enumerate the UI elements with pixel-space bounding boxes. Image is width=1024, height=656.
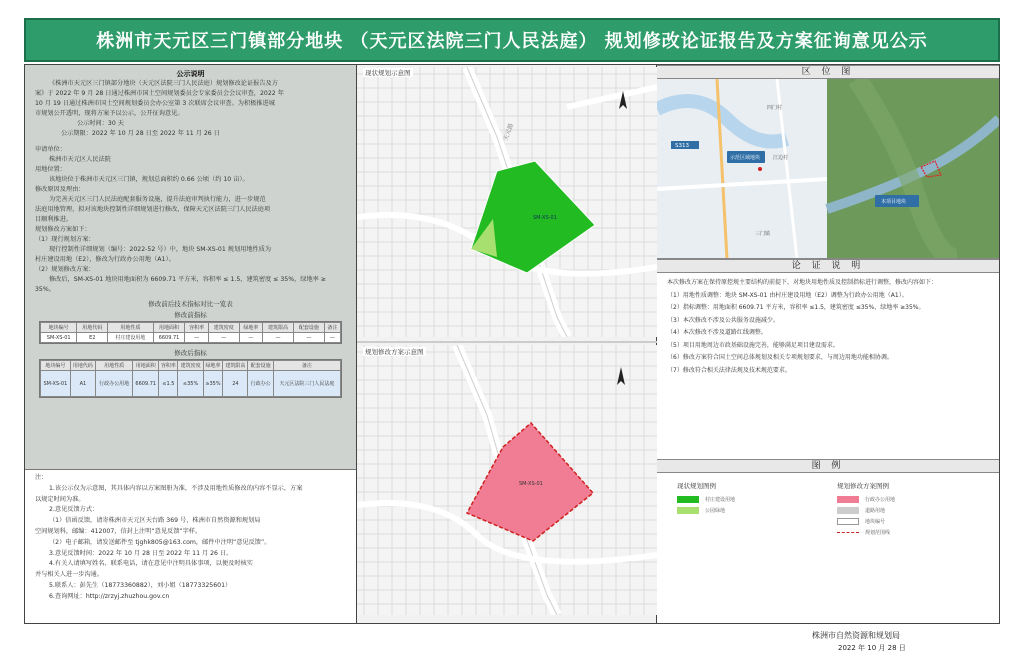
notice-period: 公示时间：30 天	[77, 120, 124, 127]
body-line-13: 修改后，SM-XS-01 地块用地面积为 6609.71 平方米，容积率 ≤ 1.5，建筑密度 ≤ 35%，绿地率 ≥	[49, 276, 326, 283]
table-cell: —	[324, 333, 340, 343]
location-maps	[657, 79, 999, 259]
legend-text: 村庄建设用地	[705, 497, 736, 503]
table-cell: —	[208, 333, 239, 343]
compare-heading: 修改前后技术指标对比一览表	[148, 300, 233, 308]
road-label: 天元路	[502, 122, 516, 142]
table-cell: 6609.71	[153, 333, 185, 343]
plan-maps-panel	[357, 65, 657, 623]
desc-line-6: （6）修改方案符合国土空间总体规划及相关专项规划要求，与周边用地功能相协调。	[667, 354, 893, 361]
table-cell: —	[263, 333, 294, 343]
table-cell: ≤35%	[178, 371, 203, 397]
footer-org: 株洲市自然资源和规划局	[812, 631, 900, 640]
legend-item	[837, 496, 987, 503]
desc-line-1: （1）用地性质调整：地块 SM-XS-01 由村庄建设用地（E2）调整为行政办公用地（A1）。	[667, 291, 908, 299]
th-height: 建筑限高	[263, 323, 294, 333]
note-line-5: （2）电子邮箱，请发送邮件至 tjghk805@163.com，邮件中注明“意见反馈”。	[49, 538, 271, 546]
legend-title: 图 例	[657, 459, 999, 473]
legend-text: 道路用地	[865, 508, 886, 514]
table-cell: SM-XS-01	[41, 371, 71, 397]
page-title: 株洲市天元区三门镇部分地块 （天元区法院三门人民法庭） 规划修改论证报告及方案征询意见公示	[96, 31, 928, 52]
left-notice-panel	[25, 65, 357, 623]
th-code: 地块编号	[41, 361, 71, 371]
after-table	[39, 359, 342, 398]
desc-line-3: （3）本次修改不涉及公共服务设施减少。	[667, 316, 779, 324]
notice-paragraph-1: 《株洲市天元区三门镇部分地块（天元区法院三门人民法庭）规划修改论证报告及方	[49, 80, 278, 87]
table-cell: 村庄建设用地	[108, 333, 153, 343]
body-line-6: 法庭用地管理，拟对该地块控制性详细规划进行修改，保障天元区法院三门人民法庭项	[35, 206, 271, 213]
legend-item	[677, 507, 827, 514]
before-heading: 修改前指标	[174, 311, 207, 319]
th-landcode: 用地代码	[77, 323, 108, 333]
note-line-2: 2.意见反馈方式：	[49, 506, 99, 514]
right-panel	[657, 65, 999, 623]
modified-plan-label: 规划修改方案示意图	[365, 348, 424, 356]
legend-swatch	[677, 507, 699, 514]
note-line-9: 5.联系人：彭先生（18773360882），刘小姐（18773325601）	[49, 581, 232, 589]
location-map	[657, 79, 999, 259]
note-line-1: 以规定时间为准。	[35, 495, 85, 503]
legend-swatch	[837, 496, 859, 503]
note-line-4: 空间规划科，邮编：412007，信封上注明“意见反馈”字样。	[35, 527, 202, 535]
notice-paragraph-2: 案》于 2022 年 9 月 28 日通过株洲市国土空间规划委员会专家委员会会议审查，2022 年	[35, 90, 284, 97]
th-facility: 配套设施	[248, 361, 273, 371]
table-cell: ≥35%	[203, 371, 223, 397]
map-divider	[357, 341, 657, 343]
th-far: 容积率	[159, 361, 178, 371]
body-line-14: 35%。	[35, 286, 55, 293]
th-far: 容积率	[185, 323, 208, 333]
legend-before-title: 现状规划图例	[677, 482, 716, 490]
table-cell: 行政办公	[248, 371, 273, 397]
table-cell: 行政办公用地	[96, 371, 133, 397]
legend-text: 规划范围线	[865, 530, 891, 536]
table-cell: 24	[223, 371, 248, 397]
table-cell: —	[185, 333, 208, 343]
town-label-0: 四门村	[767, 105, 783, 111]
after-table-head	[41, 361, 341, 371]
before-table-head	[41, 323, 341, 333]
desc-line-7: （7）修改符合相关法律法规及技术规范要求。	[667, 366, 791, 374]
note-line-3: （1）信函反馈，请寄株洲市天元区天台路 369 号，株洲市自然资源和规划局	[49, 517, 261, 525]
body-line-8: 规划修改方案如下：	[35, 226, 91, 233]
legend-item	[677, 496, 827, 503]
desc-line-2: （2）指标调整：用地面积 6609.71 平方米，容积率 ≤1.5，建筑密度 ≤35%，绿地率 ≥35%。	[667, 304, 925, 311]
town-label-2: 三门镇	[755, 231, 771, 237]
parcel-code-modified: SM-XS-01	[519, 481, 543, 487]
legend-after-title: 规划修改方案图例	[837, 482, 889, 490]
body-line-7: 目顺利推进。	[35, 216, 73, 223]
table-cell: —	[239, 333, 262, 343]
body-line-2: 用地位置：	[35, 166, 66, 173]
note-line-0: 1.该公示仅为示意图，其具体内容以方案图册为准，不涉及用地性质修改的内容不显示，方案	[49, 484, 303, 492]
legend-item	[837, 529, 987, 536]
table-row	[41, 333, 341, 343]
legend-item	[837, 518, 987, 525]
legend-text: 行政办公用地	[865, 497, 896, 503]
legend-text: 公园绿地	[705, 508, 726, 514]
legend-text: 地块编号	[865, 519, 886, 525]
body-line-0: 申请单位：	[35, 146, 66, 153]
road-code: S313	[675, 143, 689, 149]
desc-section	[657, 273, 999, 381]
current-plan-label: 现状规划示意图	[365, 69, 411, 77]
legend-swatch	[677, 496, 699, 503]
notice-dates: 公示期限：2022 年 10 月 28 日至 2022 年 11 月 26 日	[61, 130, 220, 137]
body-line-1: 株洲市天元区人民法院	[49, 156, 111, 163]
legend-item	[837, 507, 987, 514]
legend-after	[837, 481, 987, 540]
note-line-6: 3.意见反馈时间：2022 年 10 月 28 日至 2022 年 11 月 26 日。	[49, 549, 233, 557]
desc-title: 论 证 说 明	[657, 259, 999, 273]
th-code: 地块编号	[41, 323, 77, 333]
notice-paragraph-3: 10 月 19 日通过株洲市国土空间规划委员会办公室第 3 次联席会议审查。为积极推进城	[35, 100, 275, 107]
modified-plan-map	[357, 345, 657, 615]
th-remark: 备注	[324, 323, 340, 333]
body-line-5: 为完善天元区三门人民法庭配套服务设施，提升法庭审判执行能力，进一步规范	[49, 196, 266, 203]
footer-date: 2022 年 10 月 28 日	[838, 644, 906, 652]
desc-line-4: （4）本次修改不涉及道路红线调整。	[667, 329, 767, 336]
before-table	[39, 321, 342, 344]
table-row	[41, 371, 341, 397]
note-line-7: 4.有关人请填写姓名、联系电话，请在意见中注明具体事项，以便及时核实	[49, 560, 253, 568]
demo-marker-icon	[758, 167, 762, 171]
town-label-1: 江边村	[773, 155, 789, 161]
body-line-11: 村庄建设用地（E2），修改为行政办公用地（A1）。	[35, 256, 175, 263]
location-title: 区 位 图	[657, 65, 999, 79]
notes-title: 注：	[35, 474, 48, 481]
legend-section	[657, 473, 999, 639]
body-line-9: （1）现行规划方案：	[35, 236, 95, 243]
table-cell: E2	[77, 333, 108, 343]
th-facility: 配套设施	[293, 323, 324, 333]
body-line-4: 修改原因及理由：	[35, 186, 85, 193]
notice-paragraph-4: 市规划公开透明，现将方案予以公示，公开征询意见。	[35, 110, 184, 117]
th-nature: 用地性质	[96, 361, 133, 371]
parcel-code-current: SM-XS-01	[533, 215, 557, 221]
th-green: 绿地率	[239, 323, 262, 333]
table-cell: A1	[70, 371, 95, 397]
note-line-8: 并与相关人进一步沟通。	[35, 571, 104, 579]
table-cell: 6609.71	[133, 371, 159, 397]
th-density: 建筑密度	[178, 361, 203, 371]
notice-heading: 公示说明	[176, 70, 205, 78]
th-area: 用地面积	[133, 361, 159, 371]
th-landcode: 用地代码	[70, 361, 95, 371]
table-cell: ≤1.5	[159, 371, 178, 397]
current-plan-map	[357, 67, 657, 337]
th-density: 建筑密度	[208, 323, 239, 333]
demo-label: 示范区域地块	[730, 155, 761, 161]
notice-board	[24, 64, 1000, 624]
after-heading: 修改后指标	[174, 349, 207, 357]
table-cell: —	[293, 333, 324, 343]
th-nature: 用地性质	[108, 323, 153, 333]
legend-before	[677, 481, 827, 518]
th-green: 绿地率	[203, 361, 223, 371]
legend-swatch	[837, 518, 859, 525]
body-line-10: 现行控制性详细规划（编号：2022-52 号）中，地块 SM-XS-01 规划用地性质为	[49, 246, 272, 253]
th-remark: 备注	[273, 361, 340, 371]
legend-swatch	[837, 507, 859, 514]
notes-section	[25, 469, 357, 623]
body-line-12: （2）规划修改方案：	[35, 266, 95, 273]
project-label: 本项目地块	[881, 199, 907, 205]
th-height: 建筑限高	[223, 361, 248, 371]
table-cell: SM-XS-01	[41, 333, 77, 343]
th-area: 用地面积	[153, 323, 185, 333]
table-cell: 天元区法院三门人民法庭	[273, 371, 340, 397]
legend-line	[837, 532, 859, 533]
desc-line-5: （5）项目用地周边市政基础设施完善，能够满足项目建设需求。	[667, 341, 839, 349]
body-line-3: 该地块位于株洲市天元区三门镇，规划总面积约 0.66 公顷（约 10 亩）。	[49, 176, 249, 183]
title-bar	[24, 18, 1000, 62]
desc-line-0: 本次修改方案在保持原控规主要结构的前提下，对地块用地性质及控制指标进行调整，修改内容如下：	[667, 279, 938, 286]
note-line-10: 6.查询网址：http://zrzyj.zhuzhou.gov.cn	[49, 592, 170, 600]
